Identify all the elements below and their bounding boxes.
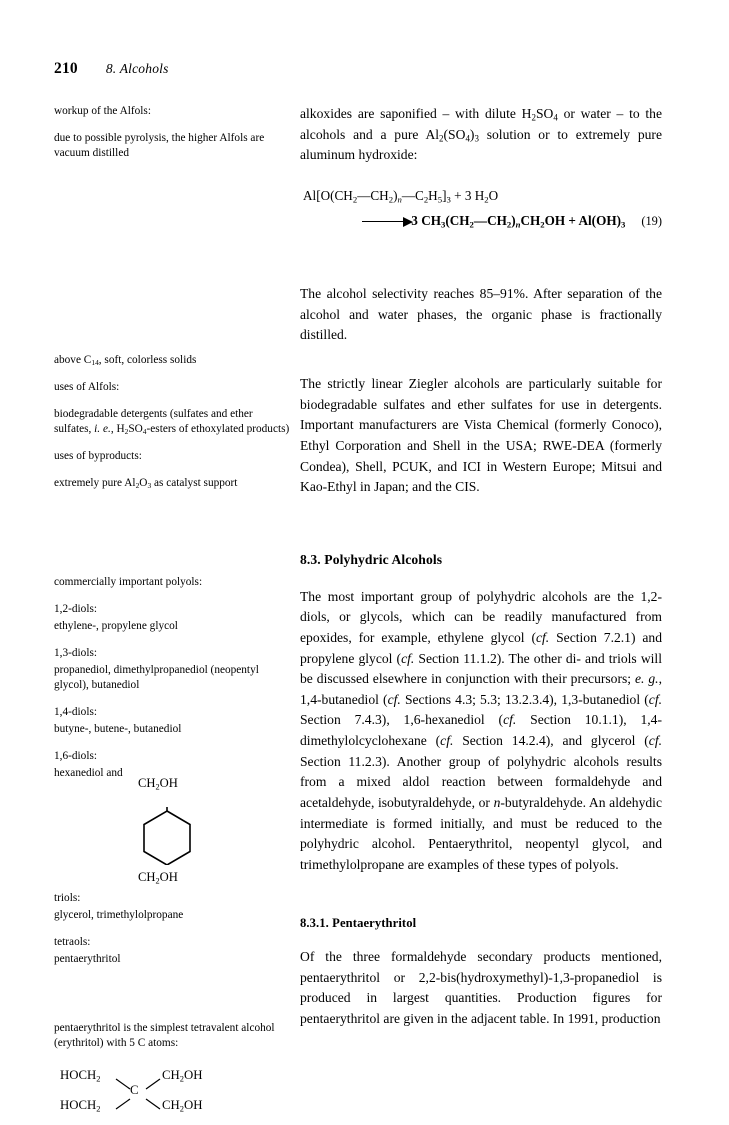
heading-8-3-polyhydric-alcohols: 8.3. Polyhydric Alcohols [300,551,443,567]
cf-italic: cf. [648,733,662,749]
formula-text: OH + Al(OH) [544,213,621,228]
formula-text: HOCH [60,1068,97,1083]
subscript: 2 [155,782,160,792]
chapter-title: 8. Alcohols [105,61,169,76]
n-subscript-italic: n [515,219,521,230]
note-text: due to possible pyrolysis, the higher Alfols are vacuum distilled [54,132,265,160]
note-text: uses of byproducts: [54,450,142,463]
formula-text: OH [184,1068,203,1083]
note-triols-label [54,891,290,906]
subscript: 2 [124,427,129,437]
formula-text: C [130,1083,139,1098]
body-text: Section 7.4.3), 1,6-hexanediol ( [300,712,504,728]
note-text: biodegradable detergents (sulfates and ether sulfates, [54,408,253,436]
cyclohexane-bottom-label [138,869,178,886]
subscript: 3 [620,219,626,230]
body-text: Section 10.1.1), 1,4-dimethylolcyclohexane ( [300,712,662,749]
formula-text: CH [162,1098,180,1113]
formula-text: —C [401,188,424,203]
penta-top-left-label [60,1067,100,1084]
formula-text: CH [162,1068,180,1083]
hexagon-ring-icon [140,807,194,865]
note-text: workup of the Alfols: [54,105,151,117]
note-text: pentaerythritol [54,953,121,966]
note-text-italic: i. e. [94,423,111,436]
equation-products-formula [411,213,625,229]
subscript: 2 [439,133,444,144]
reaction-arrow-icon [362,215,404,227]
paragraph-alkoxides-saponified [300,104,662,166]
note-text: commercially important polyols: [54,576,203,589]
note-uses-of-byproducts [54,449,290,464]
formula-text: (CH [445,213,470,228]
note-text: , soft, colorless solids [98,354,197,367]
body-text: Sections 4.3; 5.3; 13.2.3.4), 1,3-butanediol ( [400,691,649,707]
body-text: Section 11.2.3). Another group of polyhydric alcohols results from a mixed aldol reaction between formaldehyde and acetaldehyde, isobutyraldehyde, or [300,753,662,811]
formula-text: ) [511,213,516,228]
subscript: 3 [147,481,152,491]
note-text: uses of Alfols: [54,381,120,394]
n-italic: n [493,795,501,811]
penta-bottom-left-label [60,1097,100,1114]
subscript: 2 [531,112,536,123]
heading-8-3-1-pentaerythritol: 8.3.1. Pentaerythritol [300,915,417,930]
body-text: SO [535,106,554,121]
body-text: The alcohol selectivity reaches 85–91%. After separation of the alcohol and water phases, the organic phase is fractionally distilled. [300,285,662,343]
note-text: 1,3-diols: [54,647,97,660]
subscript: 2 [423,194,429,205]
formula-text: HOCH [60,1098,97,1113]
subscript: 2 [96,1073,101,1084]
note-tetraols-label [54,935,290,950]
note-text: hexanediol and [54,767,123,780]
formula-text: + 3 H [450,188,485,203]
subscript: 2 [155,876,160,886]
eg-italic: e. g. [635,671,659,687]
note-text: above C [54,354,92,367]
note-above-c14 [54,353,290,368]
formula-text: H [428,188,438,203]
note-alumina-catalyst-support [54,476,290,491]
note-uses-of-alfols [54,380,290,395]
cyclohexane-structure-diagram [54,776,290,887]
note-triols-value [54,908,290,923]
subscript: 5 [437,194,443,205]
body-text: , 1,4-butanediol ( [300,671,662,707]
subscript: 2 [388,194,394,205]
note-text: glycerol, trimethylolpropane [54,909,184,922]
subscript: 2 [469,219,474,230]
note-text: extremely pure Al [54,477,136,490]
formula-text: O [488,188,499,203]
body-text: alkoxides are saponified – with dilute H [300,106,532,121]
cf-italic: cf. [648,691,663,707]
subscript: 2 [179,1073,184,1084]
note-text: pentaerythritol is the simplest tetravalent alcohol (erythritol) with 5 C atoms: [54,1022,275,1050]
n-subscript-italic: n [397,194,402,205]
body-text: Of the three formaldehyde secondary products mentioned, pentaerythritol or 2,2-bis(hydroxymethyl)-1,3-propanediol is produced in largest quantities. Production figures for pentaerythritol are given in the adjacent table. In 1991, production [300,948,662,1026]
note-commercial-polyols [54,575,290,590]
formula-text: 3 CH [411,213,441,228]
note-text: propanediol, dimethylpropanediol (neopentyl glycol), butanediol [54,664,259,692]
formula-text: CH [520,213,541,228]
note-12-diols-value [54,619,290,634]
note-text: , H [110,423,125,436]
formula-text: —CH [357,188,389,203]
note-14-diols-value [54,722,290,737]
note-text: triols: [54,892,81,905]
paragraph-polyhydric-alcohols [300,587,662,876]
paragraph-alcohol-selectivity [300,284,662,346]
note-text: 1,4-diols: [54,706,97,719]
margin-notes-column [54,104,290,1125]
formula-text: ) [393,188,398,203]
body-text: The most important group of polyhydric alcohols are the 1,2-diols, or glycols, which can be readily manufactured from epoxides, for example, ethylene glycol ( [300,588,662,645]
note-text: O [139,477,148,490]
subscript: 2 [135,481,140,491]
cf-italic: cf. [503,712,517,728]
body-text: Section 14.2.4), and glycerol ( [453,733,649,749]
formula-text: CH [138,776,156,791]
subscript: 4 [553,112,558,123]
cf-italic: cf. [387,691,401,707]
subscript: 2 [179,1103,184,1114]
note-12-diols-label [54,602,290,617]
running-head [54,60,654,82]
page-number: 210 [54,60,78,77]
chemical-equation-19 [300,188,662,229]
formula-text: OH [159,870,178,885]
subscript: 4 [465,133,470,144]
formula-text: OH [159,776,178,791]
subscript: 3 [440,219,446,230]
note-14-diols-label [54,705,290,720]
subscript: 3 [474,133,479,144]
body-text: or water – to the alcohols and a pure Al [300,106,662,142]
penta-top-right-label [162,1067,202,1084]
body-text: ) [469,126,475,142]
subscript: 14 [91,358,99,368]
note-13-diols-value [54,663,290,693]
note-text: tetraols: [54,936,91,949]
equation-number: (19) [641,213,662,228]
note-workup-alfols [54,104,290,119]
equation-reactants-line [303,188,662,204]
cyclohexane-top-label [138,775,178,792]
body-text: -butyraldehyde. An aldehydic intermediate is formed initially, and must be reduced to the polyhydric alcohol. Pentaerythritol, neopentyl glycol, and trimethylolpropane are examples of these types of polyols. [300,795,662,873]
note-text: 1,2-diols: [54,603,97,616]
formula-text: OH [184,1098,203,1113]
subscript: 4 [142,427,147,437]
cf-italic: cf. [536,629,550,645]
pentaerythritol-structure-diagram [54,1063,290,1125]
note-biodegradable-detergents [54,407,290,437]
formula-text: —CH [473,213,507,228]
note-text: SO [128,423,143,436]
cf-italic: cf. [440,733,454,749]
cf-italic: cf. [401,650,415,666]
note-pyrolysis [54,131,290,161]
note-text: as catalyst support [151,477,238,490]
body-text: solution or to extremely pure aluminum hydroxide: [300,126,662,163]
formula-text: ] [442,188,447,203]
subscript: 2 [540,219,545,230]
subscript: 2 [484,194,489,205]
subscript: 2 [96,1103,101,1114]
note-13-diols-label [54,646,290,661]
subscript: 2 [352,194,358,205]
note-text: ethylene-, propylene glycol [54,620,178,633]
note-16-diols-label [54,749,290,764]
note-tetraols-value [54,952,290,967]
body-text: The strictly linear Ziegler alcohols are particularly suitable for biodegradable sulfates and ether sulfates for use in detergents. Important manufacturers are Vista Chemical (formerly Conoco), Ethyl Corporation and Shell in the USA; RWE-DEA (formerly Condea), Shell, PCUK, and ICI in Western Europe; Mitsui and Kao-Ethyl in Japan; and the CIS. [300,375,662,495]
note-text: -esters of ethoxylated products) [146,423,290,436]
subscript: 2 [506,219,512,230]
equation-products-line [362,213,662,229]
penta-center-carbon-label [130,1082,139,1099]
subscript: 3 [446,194,451,205]
note-text: butyne-, butene-, butanediol [54,723,182,736]
main-text-column [300,104,662,1029]
paragraph-ziegler-alcohols [300,374,662,498]
body-text: Section 11.1.2). The other di- and triols will be discussed elsewhere in conjunction with their precursors; [300,650,662,687]
note-text: 1,6-diols: [54,750,97,763]
formula-text: CH [138,870,156,885]
body-text: (SO [443,126,466,142]
penta-bottom-right-label [162,1097,202,1114]
formula-text: Al[O(CH [303,188,353,203]
paragraph-pentaerythritol [300,947,662,1030]
body-text: Section 7.2.1) and propylene glycol ( [300,629,662,666]
